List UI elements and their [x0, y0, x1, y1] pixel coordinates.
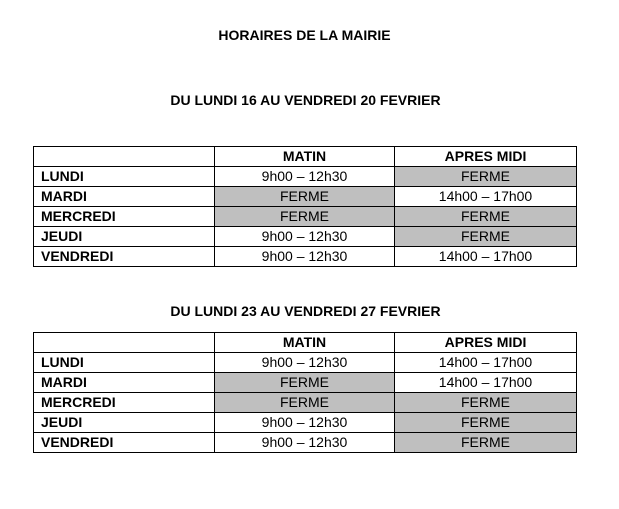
- header-cell-empty: [34, 147, 215, 167]
- header-cell-afternoon: APRES MIDI: [395, 147, 577, 167]
- table-header-row: [34, 333, 577, 353]
- day-cell: JEUDI: [34, 413, 215, 433]
- day-cell: VENDREDI: [34, 433, 215, 453]
- morning-cell: 9h00 – 12h30: [215, 167, 395, 187]
- morning-cell: 9h00 – 12h30: [215, 413, 395, 433]
- page-title: HORAIRES DE LA MAIRIE: [218, 27, 391, 43]
- afternoon-cell: FERME: [395, 433, 577, 453]
- day-cell: MARDI: [34, 373, 215, 393]
- morning-cell: FERME: [215, 187, 395, 207]
- table-row: [34, 433, 577, 453]
- morning-cell: FERME: [215, 207, 395, 227]
- week-1-title: DU LUNDI 16 AU VENDREDI 20 FEVRIER: [170, 92, 441, 108]
- table-row: [34, 247, 577, 267]
- table-row: [34, 207, 577, 227]
- morning-cell: 9h00 – 12h30: [215, 353, 395, 373]
- afternoon-cell: FERME: [395, 393, 577, 413]
- afternoon-cell: 14h00 – 17h00: [395, 373, 577, 393]
- header-cell-empty: [34, 333, 215, 353]
- afternoon-cell: 14h00 – 17h00: [395, 247, 577, 267]
- morning-cell: 9h00 – 12h30: [215, 433, 395, 453]
- day-cell: VENDREDI: [34, 247, 215, 267]
- week-2-schedule-table: [33, 332, 577, 453]
- header-cell-morning: MATIN: [215, 147, 395, 167]
- table-row: [34, 167, 577, 187]
- afternoon-cell: 14h00 – 17h00: [395, 187, 577, 207]
- morning-cell: FERME: [215, 393, 395, 413]
- afternoon-cell: 14h00 – 17h00: [395, 353, 577, 373]
- day-cell: MARDI: [34, 187, 215, 207]
- table-row: [34, 353, 577, 373]
- table-row: [34, 413, 577, 433]
- day-cell: MERCREDI: [34, 393, 215, 413]
- day-cell: MERCREDI: [34, 207, 215, 227]
- week-1-schedule-table: [33, 146, 577, 267]
- table-header-row: [34, 147, 577, 167]
- afternoon-cell: FERME: [395, 207, 577, 227]
- morning-cell: FERME: [215, 373, 395, 393]
- afternoon-cell: FERME: [395, 227, 577, 247]
- day-cell: LUNDI: [34, 353, 215, 373]
- header-cell-morning: MATIN: [215, 333, 395, 353]
- table-row: [34, 373, 577, 393]
- table-row: [34, 187, 577, 207]
- morning-cell: 9h00 – 12h30: [215, 227, 395, 247]
- table-row: [34, 393, 577, 413]
- day-cell: LUNDI: [34, 167, 215, 187]
- afternoon-cell: FERME: [395, 413, 577, 433]
- morning-cell: 9h00 – 12h30: [215, 247, 395, 267]
- header-cell-afternoon: APRES MIDI: [395, 333, 577, 353]
- week-2-title: DU LUNDI 23 AU VENDREDI 27 FEVRIER: [170, 303, 441, 319]
- table-row: [34, 227, 577, 247]
- day-cell: JEUDI: [34, 227, 215, 247]
- afternoon-cell: FERME: [395, 167, 577, 187]
